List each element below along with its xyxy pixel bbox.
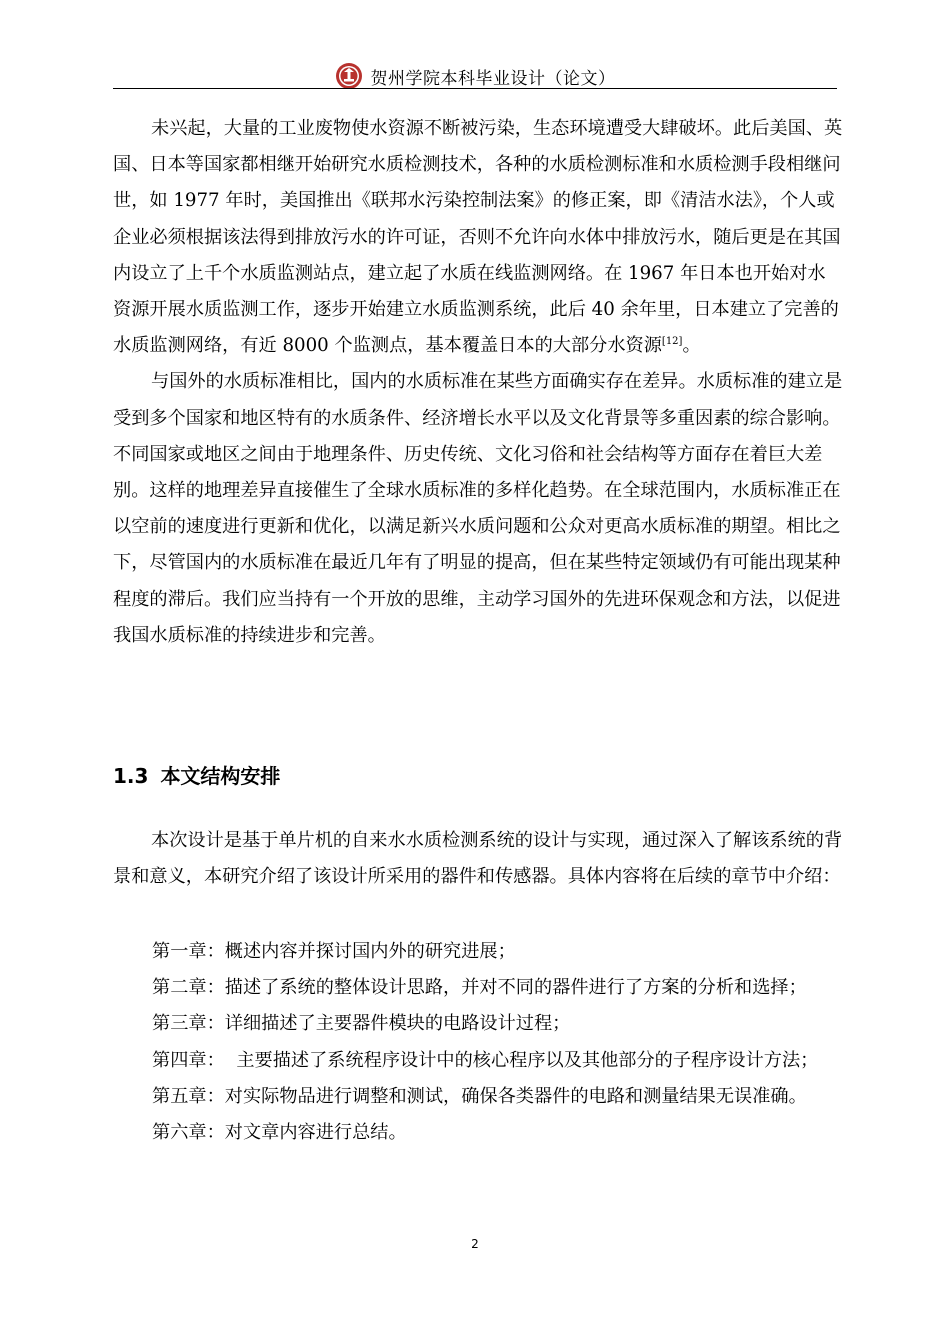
chapter-item: 第六章：对文章内容进行总结。 (152, 1122, 407, 1144)
chapter-item: 第四章： 主要描述了系统程序设计中的核心程序以及其他部分的子程序设计方法； (152, 1049, 819, 1071)
body-text (113, 111, 843, 654)
chapter-item: 第三章：详细描述了主要器件模块的电路设计过程； (152, 1013, 571, 1035)
page-header (113, 64, 837, 90)
section-intro: 本次设计是基于单片机的自来水水质检测系统的设计与实现，通过深入了解该系统的背景和意义，本研究介绍了该设计所采用的器件和传感器。具体内容将在后续的章节中介绍： (113, 830, 843, 888)
citation-ref: [12] (661, 336, 683, 348)
header-divider (113, 88, 837, 89)
paragraph-2: 与国外的水质标准相比，国内的水质标准在某些方面确实存在差异。水质标准的建立是受到多个国家和地区特有的水质条件、经济增长水平以及文化背景等多重因素的综合影响。不同国家或地区之间由于地理条件、历史传统、文化习俗和社会结构等方面存在着巨大差别。这样的地理差异直接催生了全球水质标准的多样化趋势。在全球范围内，水质标准正在以空前的速度进行更新和优化，以满足新兴水质问题和公众对更高水质标准的期望。相比之下，尽管国内的水质标准在最近几年有了明显的提高，但在某些特定领域仍有可能出现某种程度的滞后。我们应当持有一个开放的思维，主动学习国外的先进环保观念和方法，以促进我国水质标准的持续进步和完善。 (113, 371, 843, 646)
section-heading (113, 760, 280, 789)
page-number: 2 (471, 1237, 479, 1251)
paragraph-1-end: 。 (682, 335, 701, 357)
paragraph-1-text: 未兴起，大量的工业废物使水资源不断被污染，生态环境遭受大肆破坏。此后美国、英国、日本等国家都相继开始研究水质检测技术，各种的水质检测标准和水质检测手段相继问世，如 1977 年时，美国推出《联邦水污染控制法案》的修正案，即《清洁水法》，个人或企业必须根据该法得到排放污水的许可证，否则不允许向水体中排放污水，随后更是在其国内设立了上千个水质监测站点，建立起了水质在线监测网络。在 1967 年日本也开始对水资源开展水质监测工作，逐步开始建立水质监测系统，此后 40 余年里，日本建立了完善的水质监测网络，有近 8000 个监测点，基本覆盖日本的大部分水资源 (113, 118, 843, 357)
header-content (113, 64, 837, 88)
chapter-item: 第二章：描述了系统的整体设计思路，并对不同的器件进行了方案的分析和选择； (152, 977, 807, 999)
paragraph-1 (113, 111, 843, 364)
section-body (113, 823, 843, 895)
chapter-item: 第五章：对实际物品进行调整和测试，确保各类器件的电路和测量结果无误准确。 (152, 1085, 807, 1107)
header-title: 贺州学院本科毕业设计（论文） (370, 68, 616, 89)
chapter-list (152, 934, 852, 1151)
section-number: 1.3 (113, 764, 149, 788)
university-logo-icon (335, 62, 363, 90)
section-title: 本文结构安排 (160, 764, 281, 788)
chapter-item: 第一章：概述内容并探讨国内外的研究进展； (152, 941, 516, 962)
